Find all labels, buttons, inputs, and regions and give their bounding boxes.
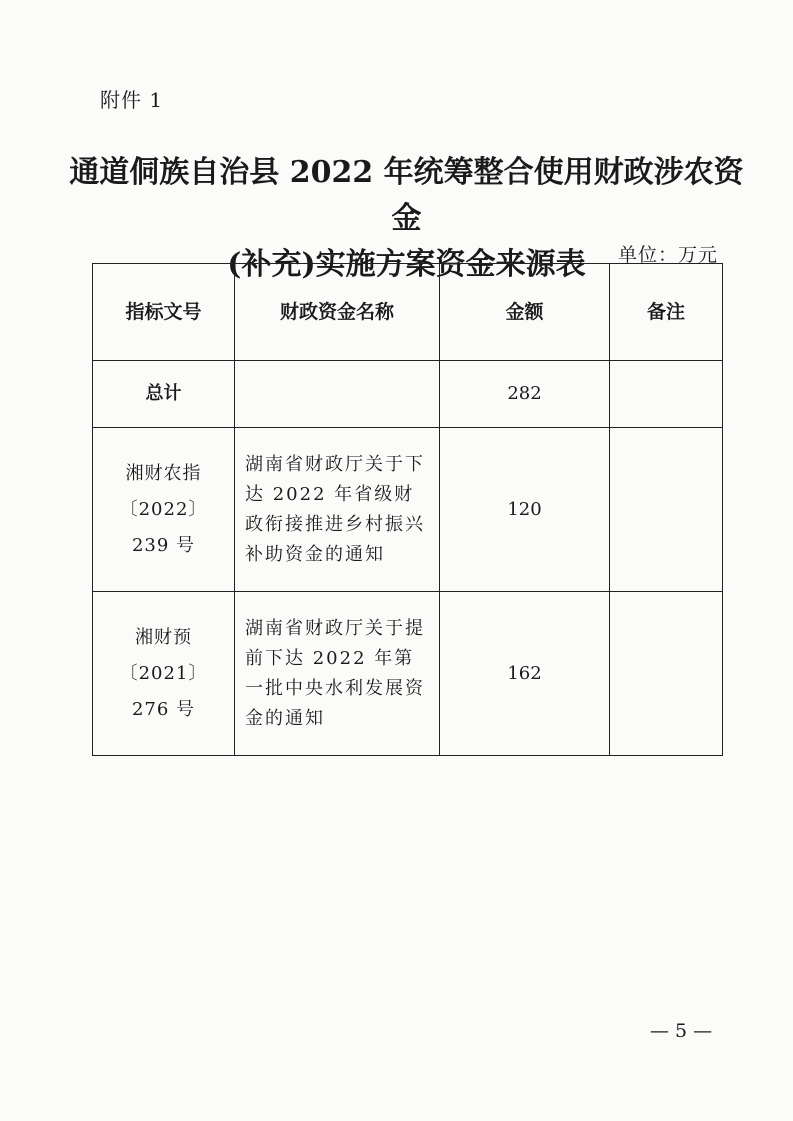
title-line-2: (补充)实施方案资金来源表	[227, 247, 586, 282]
amount-cell: 120	[440, 428, 610, 592]
doc-no-cell: 湘财预〔2021〕276 号	[93, 592, 235, 756]
header-note: 备注	[610, 264, 723, 361]
total-amount: 282	[440, 361, 610, 428]
fund-name-cell: 湖南省财政厅关于提前下达 2022 年第一批中央水利发展资金的通知	[235, 592, 440, 756]
attachment-label: 附件 1	[100, 88, 164, 112]
total-note	[610, 361, 723, 428]
header-amount: 金额	[440, 264, 610, 361]
fund-source-table	[92, 263, 723, 756]
header-fund-name: 财政资金名称	[235, 264, 440, 361]
note-cell	[610, 592, 723, 756]
unit-label: 单位：万元	[617, 244, 718, 266]
fund-name-cell: 湖南省财政厅关于下达 2022 年省级财政衔接推进乡村振兴补助资金的通知	[235, 428, 440, 592]
total-row	[93, 361, 723, 428]
title-line-1: 通道侗族自治县 2022 年统筹整合使用财政涉农资金	[69, 155, 744, 236]
header-doc-no: 指标文号	[93, 264, 235, 361]
table-header-row	[93, 264, 723, 361]
doc-no-cell: 湘财农指〔2022〕239 号	[93, 428, 235, 592]
table-row	[93, 592, 723, 756]
note-cell	[610, 428, 723, 592]
page-number: — 5 —	[650, 1020, 713, 1042]
total-label: 总计	[93, 361, 235, 428]
total-name	[235, 361, 440, 428]
amount-cell: 162	[440, 592, 610, 756]
table-row	[93, 428, 723, 592]
